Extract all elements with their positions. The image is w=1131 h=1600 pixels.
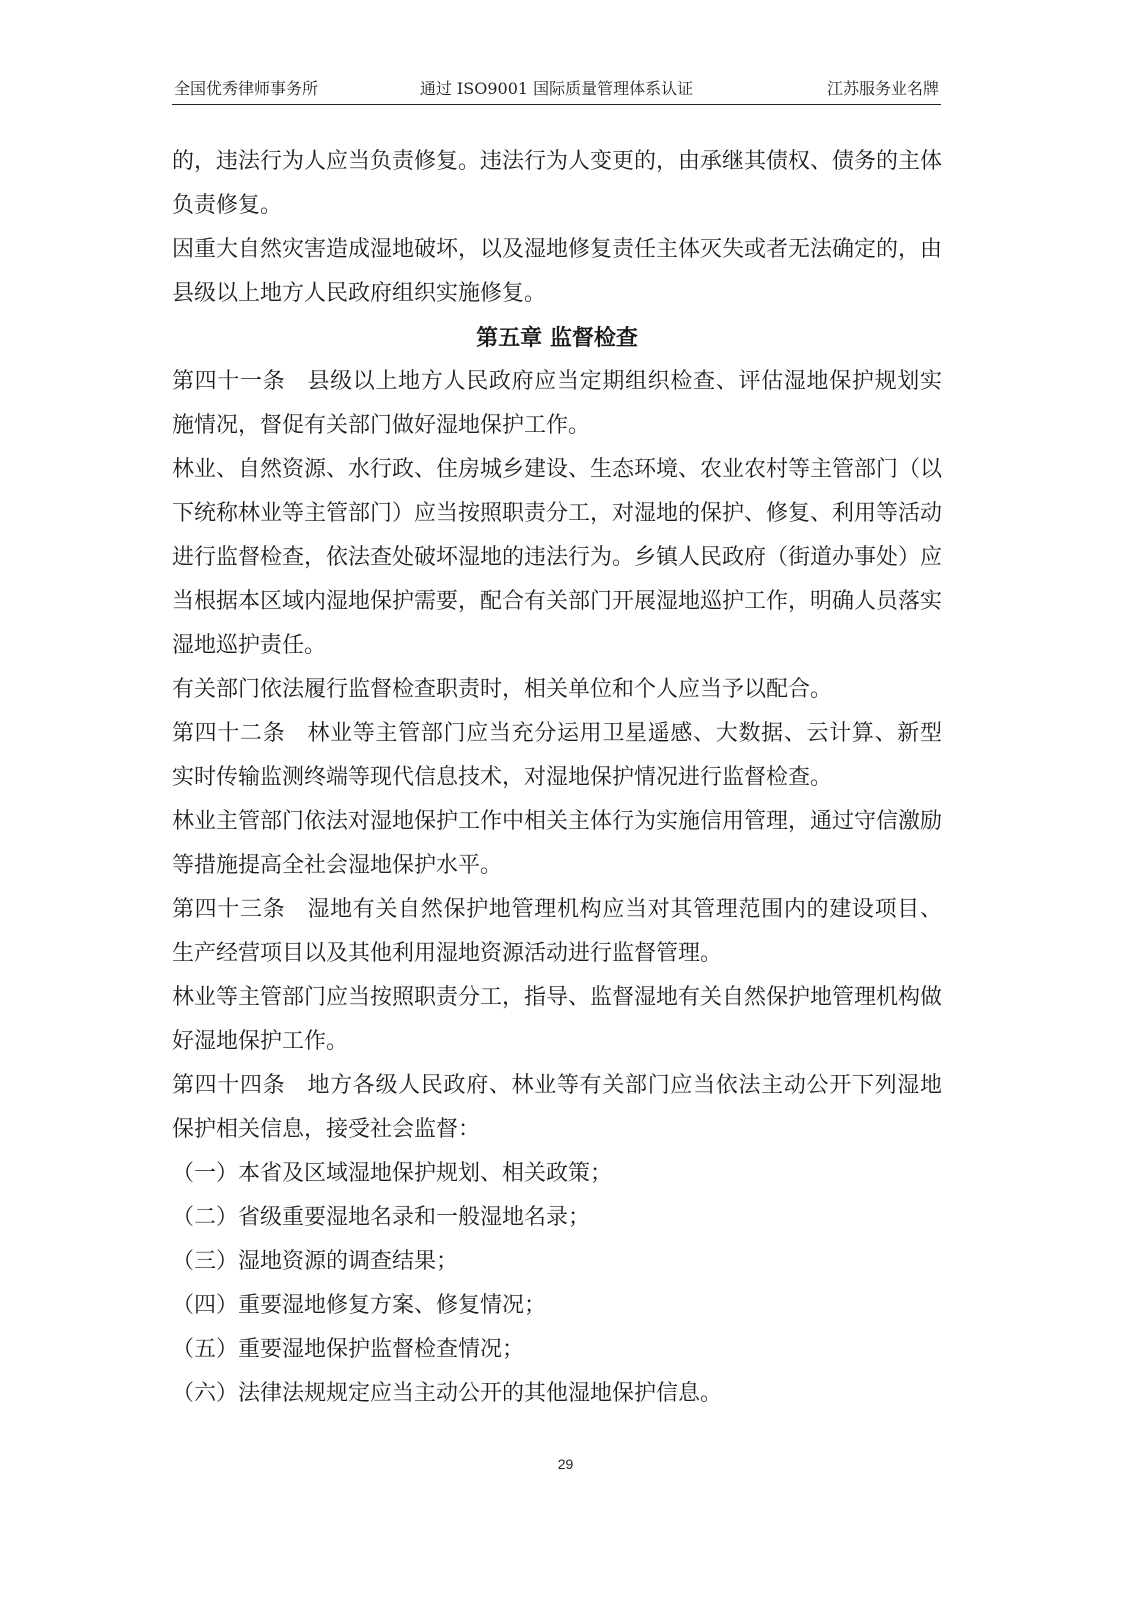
page-header [172, 78, 941, 105]
article-text: 湿地有关自然保护地管理机构应当对其管理范围内的建设项目、生产经营项目以及其他利用湿地资源活动进行监督管理。 [172, 897, 942, 966]
article-number: 第四十四条 [172, 1073, 286, 1098]
paragraph: 林业、自然资源、水行政、住房城乡建设、生态环境、农业农村等主管部门（以下统称林业等主管部门）应当按照职责分工，对湿地的保护、修复、利用等活动进行监督检查，依法查处破坏湿地的违法行为。乡镇人民政府（街道办事处）应当根据本区域内湿地保护需要，配合有关部门开展湿地巡护工作，明确人员落实湿地巡护责任。 [172, 457, 943, 658]
article-number: 第四十三条 [172, 897, 286, 922]
list-item: （一）本省及区域湿地保护规划、相关政策； [172, 1161, 613, 1186]
article-text: 县级以上地方人民政府应当定期组织检查、评估湿地保护规划实施情况，督促有关部门做好湿地保护工作。 [172, 369, 942, 438]
paragraph: 有关部门依法履行监督检查职责时，相关单位和个人应当予以配合。 [172, 677, 833, 702]
article-44 [172, 1064, 942, 1152]
paragraph: 林业主管部门依法对湿地保护工作中相关主体行为实施信用管理，通过守信激励等措施提高全社会湿地保护水平。 [172, 809, 943, 878]
header-left: 全国优秀律师事务所 [174, 79, 319, 98]
article-text: 林业等主管部门应当充分运用卫星遥感、大数据、云计算、新型实时传输监测终端等现代信息技术，对湿地保护情况进行监督检查。 [172, 721, 942, 790]
article-text: 地方各级人民政府、林业等有关部门应当依法主动公开下列湿地保护相关信息，接受社会监督： [172, 1073, 942, 1142]
article-43 [172, 888, 942, 976]
paragraph: 的，违法行为人应当负责修复。违法行为人变更的，由承继其债权、债务的主体负责修复。 [172, 149, 943, 218]
article-number: 第四十一条 [172, 369, 286, 394]
page-number: 29 [557, 1456, 574, 1472]
article-42 [172, 712, 942, 800]
list-item: （五）重要湿地保护监督检查情况； [172, 1337, 525, 1362]
header-center: 通过 ISO9001 国际质量管理体系认证 [419, 79, 694, 98]
list-item: （六）法律法规规定应当主动公开的其他湿地保护信息。 [172, 1381, 723, 1406]
page-body [172, 140, 942, 1416]
article-number: 第四十二条 [172, 721, 286, 746]
chapter-heading: 第五章 监督检查 [476, 325, 638, 351]
paragraph: 因重大自然灾害造成湿地破坏，以及湿地修复责任主体灭失或者无法确定的，由县级以上地方人民政府组织实施修复。 [172, 237, 943, 306]
list-item: （二）省级重要湿地名录和一般湿地名录； [172, 1205, 591, 1230]
list-item: （三）湿地资源的调查结果； [172, 1249, 459, 1274]
list-item: （四）重要湿地修复方案、修复情况； [172, 1293, 547, 1318]
article-41 [172, 360, 942, 448]
header-right: 江苏服务业名牌 [826, 79, 939, 98]
paragraph: 林业等主管部门应当按照职责分工，指导、监督湿地有关自然保护地管理机构做好湿地保护工作。 [172, 985, 943, 1054]
